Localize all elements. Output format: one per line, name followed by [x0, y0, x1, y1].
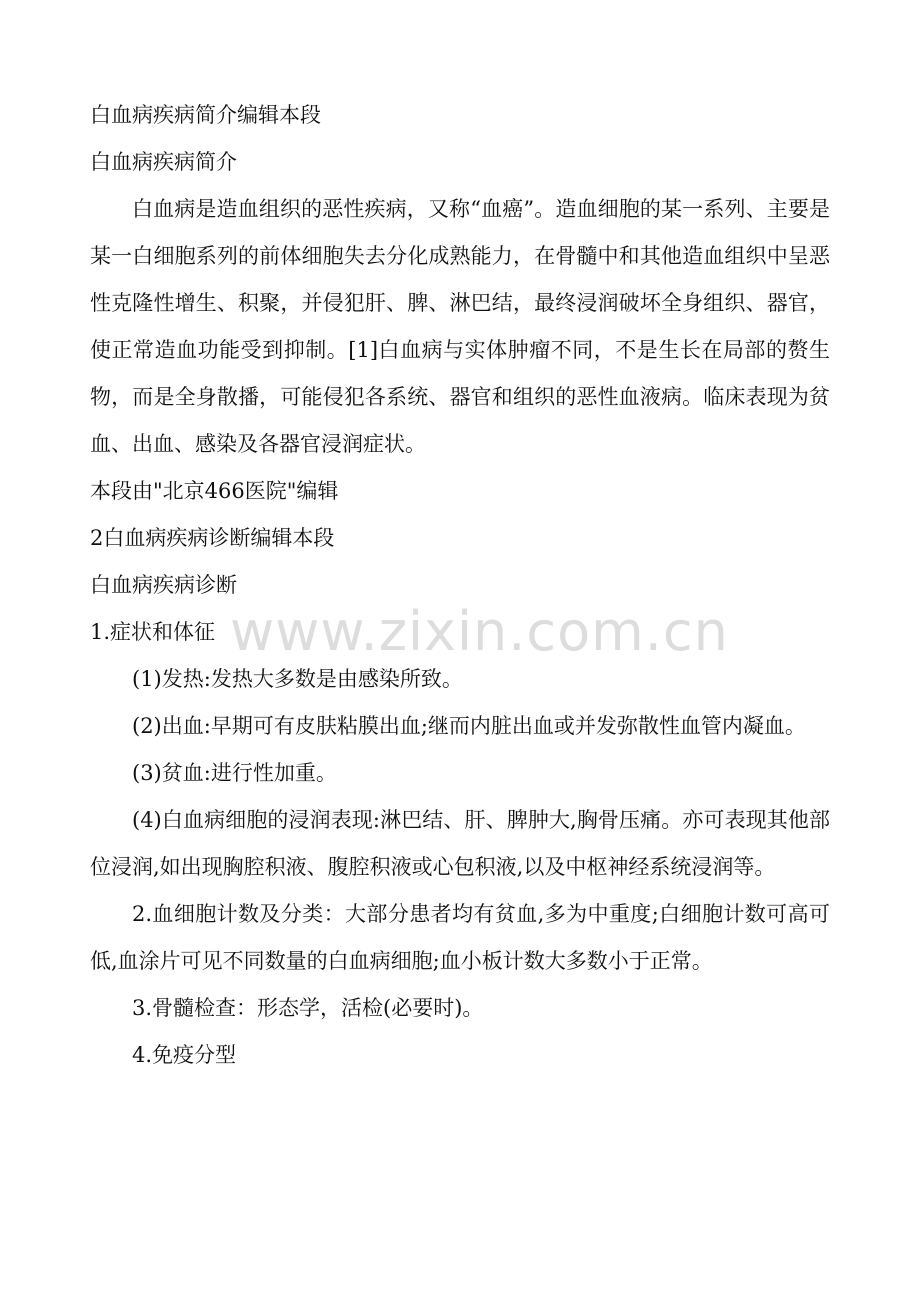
- symptom-anemia: (3)贫血:进行性加重。: [132, 761, 337, 785]
- immunotyping-title: 4.免疫分型: [132, 1043, 237, 1067]
- bone-marrow-paragraph: 3.骨髓检查：形态学，活检(必要时)。: [132, 996, 484, 1020]
- edited-by-note: 本段由"北京466医院"编辑: [90, 479, 339, 503]
- symptom-bleeding: (2)出血:早期可有皮肤粘膜出血;继而内脏出血或并发弥散性血管内凝血。: [132, 714, 806, 738]
- document-content: [90, 92, 830, 1079]
- section-subheading-intro: 白血病疾病简介: [90, 150, 237, 174]
- blood-count-paragraph: 2.血细胞计数及分类：大部分患者均有贫血,多为中重度;白细胞计数可高可低,血涂片可见不同数量的白血病细胞;血小板计数大多数小于正常。: [90, 902, 830, 973]
- section-subheading-diagnosis: 白血病疾病诊断: [90, 573, 237, 597]
- intro-paragraph: 白血病是造血组织的恶性疾病，又称“血癌”。造血细胞的某一系列、主要是某一白细胞系列的前体细胞失去分化成熟能力，在骨髓中和其他造血组织中呈恶性克隆性增生、积聚，并侵犯肝、脾、淋巴结，最终浸润破坏全身组织、器官，使正常造血功能受到抑制。[1]白血病与实体肿瘤不同，不是生长在局部的赘生物，而是全身散播，可能侵犯各系统、器官和组织的恶性血液病。临床表现为贫血、出血、感染及各器官浸润症状。: [90, 197, 830, 456]
- section-heading-intro: 白血病疾病简介编辑本段: [90, 103, 321, 127]
- watermark-text: www.zixin.com.cn: [230, 600, 729, 663]
- section-heading-diagnosis: 2白血病疾病诊断编辑本段: [90, 526, 335, 550]
- symptom-infiltration: (4)白血病细胞的浸润表现:淋巴结、肝、脾肿大,胸骨压痛。亦可表现其他部位浸润,如出现胸腔积液、腹腔积液或心包积液,以及中枢神经系统浸润等。: [90, 808, 830, 879]
- symptom-fever: (1)发热:发热大多数是由感染所致。: [132, 667, 463, 691]
- symptoms-title: 1.症状和体征: [90, 620, 216, 644]
